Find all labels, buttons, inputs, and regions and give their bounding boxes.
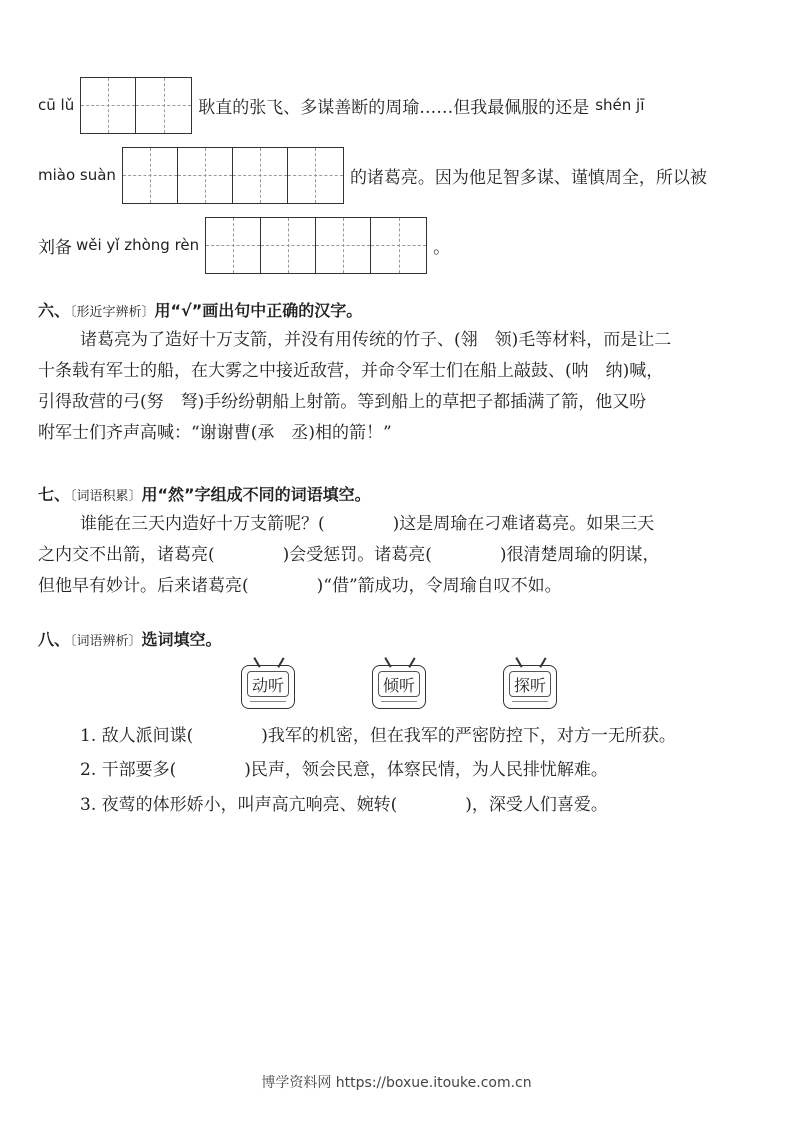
section-instruction: 用“√”画出句中正确的汉字。 [154, 301, 363, 320]
section-tag: 〔词语积累〕 [70, 489, 142, 504]
paragraph-line: 谁能在三天内造好十万支箭呢？( )这是周瑜在刁难诸葛亮。如果三天 [80, 514, 655, 534]
pinyin-miao-suan: miào suàn [38, 166, 116, 184]
section-instruction: 用“然”字组成不同的词语填空。 [141, 485, 371, 504]
grid-cell[interactable] [81, 78, 136, 133]
tv-antenna-icon [253, 657, 260, 667]
section-8-heading [38, 627, 222, 650]
pinyin-shen-ji: shén jī [595, 96, 645, 114]
pinyin-cu-lu: cū lǔ [38, 96, 75, 114]
section-7-paragraph [38, 509, 760, 602]
section-tag: 〔形近字辨析〕 [70, 305, 155, 320]
word-card-1 [241, 665, 295, 709]
sentence-end: 。 [433, 237, 451, 258]
grid-cell[interactable] [206, 218, 261, 273]
word-option: 倾听 [378, 671, 420, 697]
grid-cell[interactable] [123, 148, 178, 203]
section-6-heading [38, 298, 362, 321]
pinyin-line-2 [38, 147, 707, 203]
section-number: 七、 [38, 485, 71, 504]
exercise-item-2: 2. 干部要多( )民声，领会民意，体察民情，为人民排忧解难。 [80, 760, 608, 780]
paragraph-line: 咐军士们齐声高喊：“谢谢曹(承 丞)相的箭！” [38, 423, 392, 443]
word-option: 探听 [509, 671, 551, 697]
paragraph-line: 十条载有军士的船，在大雾之中接近敌营，并命令军士们在船上敲鼓、(呐 纳)喊， [38, 361, 664, 381]
tv-antenna-icon [384, 657, 391, 667]
writing-grid-cu-lu[interactable] [80, 77, 192, 134]
section-7-heading [38, 482, 371, 505]
tv-antenna-icon [539, 657, 546, 667]
sentence-prefix: 刘备 [38, 237, 72, 258]
pinyin-line-3 [38, 217, 450, 273]
tv-speaker-icon [250, 701, 286, 705]
grid-cell[interactable] [371, 218, 426, 273]
grid-cell[interactable] [261, 218, 316, 273]
tv-antenna-icon [515, 657, 522, 667]
paragraph-line: 诸葛亮为了造好十万支箭，并没有用传统的竹子、(翎 领)毛等材料，而是让二 [80, 330, 672, 350]
tv-antenna-icon [277, 657, 284, 667]
word-card-3 [503, 665, 557, 709]
section-instruction: 选词填空。 [141, 630, 222, 649]
grid-cell[interactable] [233, 148, 288, 203]
section-6-paragraph [38, 325, 760, 449]
sentence-text: 的诸葛亮。因为他足智多谋、谨慎周全，所以被 [349, 167, 707, 188]
footer-watermark[interactable]: 博学资料网 https://boxue.itouke.com.cn [261, 1075, 532, 1091]
tv-speaker-icon [381, 701, 417, 705]
tv-speaker-icon [512, 701, 548, 705]
paragraph-line: 引得敌营的弓(努 弩)手纷纷朝船上射箭。等到船上的草把子都插满了箭，他又吩 [38, 392, 647, 412]
paragraph-line: 但他早有妙计。后来诸葛亮( )“借”箭成功，令周瑜自叹不如。 [38, 576, 562, 596]
section-number: 六、 [38, 301, 71, 320]
section-tag: 〔词语辨析〕 [70, 634, 142, 649]
exercise-item-3: 3. 夜莺的体形娇小，叫声高亢响亮、婉转( )，深受人们喜爱。 [80, 795, 608, 815]
pinyin-wei-yi-zhong-ren: wěi yǐ zhòng rèn [76, 236, 200, 254]
pinyin-line-1 [38, 77, 644, 133]
grid-cell[interactable] [136, 78, 191, 133]
word-card-2 [372, 665, 426, 709]
tv-antenna-icon [408, 657, 415, 667]
grid-cell[interactable] [288, 148, 343, 203]
writing-grid-shen-ji-miao-suan[interactable] [122, 147, 344, 204]
exercise-item-1: 1. 敌人派间谍( )我军的机密，但在我军的严密防控下，对方一无所获。 [80, 726, 676, 746]
grid-cell[interactable] [316, 218, 371, 273]
paragraph-line: 之内交不出箭，诸葛亮( )会受惩罚。诸葛亮( )很清楚周瑜的阴谋， [38, 545, 660, 565]
writing-grid-wei-yi-zhong-ren[interactable] [205, 217, 427, 274]
grid-cell[interactable] [178, 148, 233, 203]
sentence-text: 耿直的张飞、多谋善断的周瑜……但我最佩服的还是 [198, 97, 590, 118]
word-option: 动听 [247, 671, 289, 697]
section-number: 八、 [38, 630, 71, 649]
